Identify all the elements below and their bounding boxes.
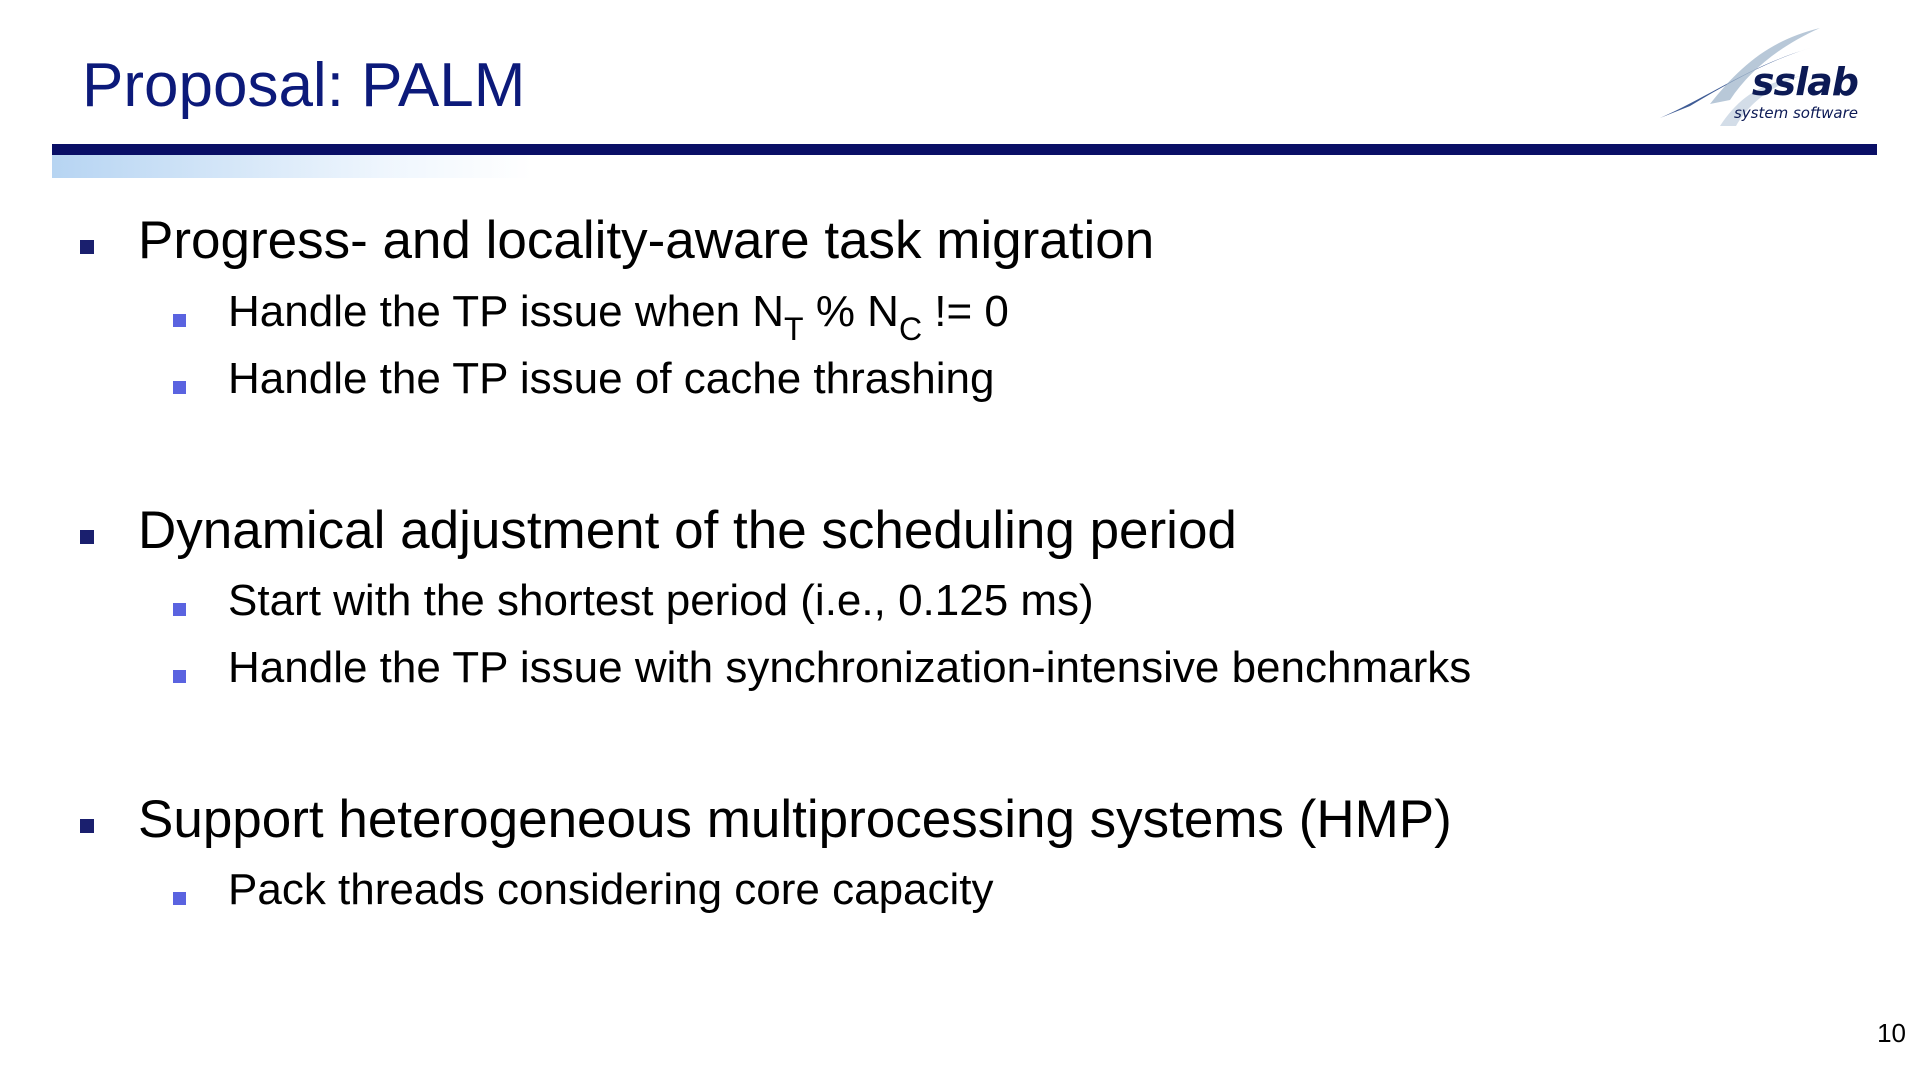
bullet-marker <box>80 819 94 833</box>
sub-bullet-marker <box>173 381 186 394</box>
sub-bullet-marker <box>173 603 186 616</box>
logo-wordmark: sslab <box>1751 60 1858 104</box>
sub-bullet-item: Pack threads considering core capacity <box>228 865 994 914</box>
bullet-item: Dynamical adjustment of the scheduling period <box>138 501 1237 560</box>
sub-bullet-marker <box>173 314 186 327</box>
sub-bullet-text: != 0 <box>922 287 1009 336</box>
slide-title: Proposal: PALM <box>82 51 526 120</box>
sub-bullet-marker <box>173 892 186 905</box>
sub-bullet-item: Handle the TP issue of cache thrashing <box>228 354 995 403</box>
logo-tagline: system software <box>1733 104 1858 122</box>
page-number: 10 <box>1877 1018 1906 1048</box>
sub-bullet-item: Start with the shortest period (i.e., 0.125 ms) <box>228 576 1094 625</box>
sub-bullet-marker <box>173 670 186 683</box>
sub-bullet-text: Handle the TP issue when N <box>228 287 785 336</box>
subscript-t: T <box>784 311 804 347</box>
subscript-c: C <box>898 311 923 347</box>
bullet-marker <box>80 530 94 544</box>
bullet-item: Progress- and locality-aware task migration <box>138 211 1155 270</box>
sub-bullet-item: Handle the TP issue with synchronization-intensive benchmarks <box>228 643 1472 692</box>
bullet-item: Support heterogeneous multiprocessing systems (HMP) <box>138 790 1452 849</box>
sub-bullet-text: % N <box>803 287 899 336</box>
sub-bullet-item <box>228 287 1009 347</box>
bullet-marker <box>80 240 94 254</box>
